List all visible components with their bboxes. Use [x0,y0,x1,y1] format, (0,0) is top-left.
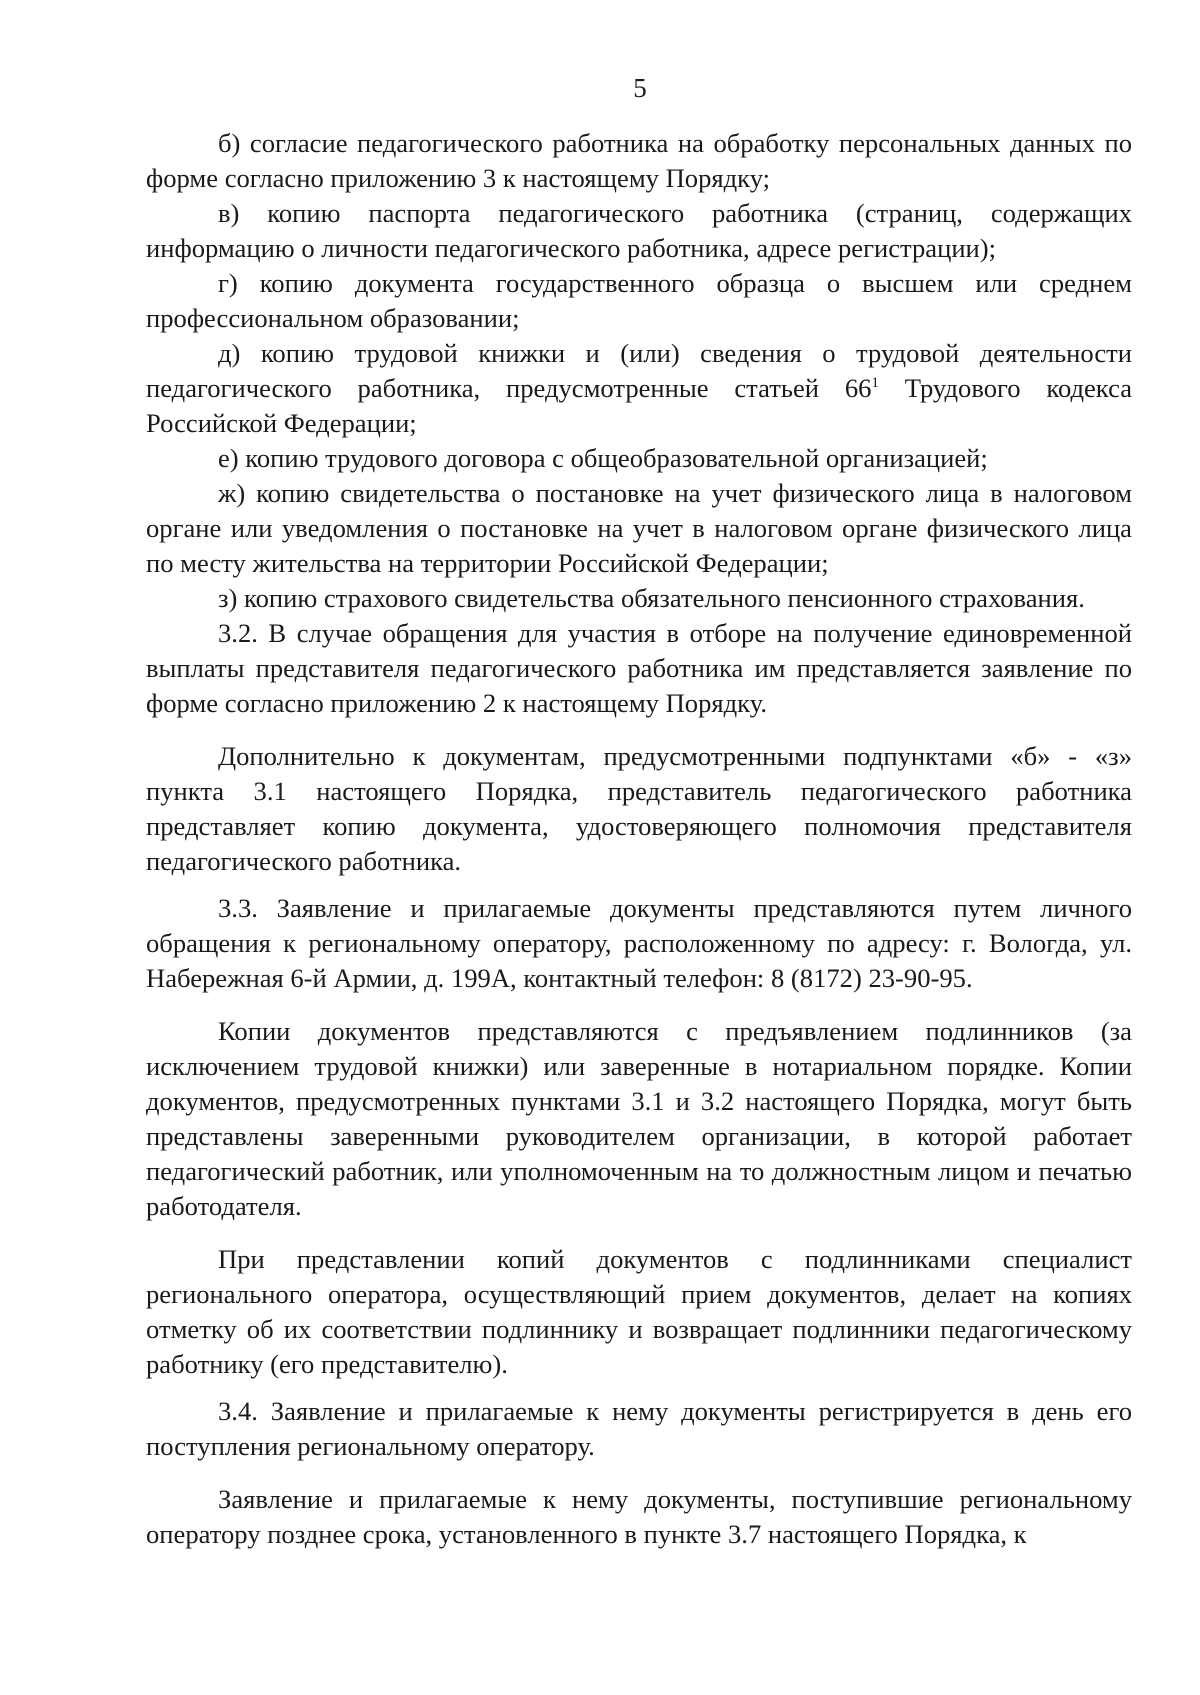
item-b: б) согласие педагогического работника на обработку персональных данных по форме согласно приложению 3 к настоящему Порядку; [146,128,1132,193]
item-d-superscript: 1 [871,375,879,392]
paragraph-3-4-late: Заявление и прилагаемые к нему документы, поступившие региональному оператору позднее срока, установленного в пункте 3.7 настоящего Порядка, к [146,1484,1132,1549]
item-z: з) копию страхового свидетельства обязательного пенсионного страхования. [218,583,1085,613]
item-e: е) копию трудового договора с общеобразовательной организацией; [218,443,988,473]
paragraph-3-2: 3.2. В случае обращения для участия в отборе на получение единовременной выплаты представителя педагогического работника им представляется заявление по форме согласно приложению 2 к настоящему Порядку. [146,618,1132,718]
paragraph-3-4: 3.4. Заявление и прилагаемые к нему документы регистрируется в день его поступления региональному оператору. [146,1396,1132,1461]
item-g: г) копию документа государственного образца о высшем или среднем профессиональном образовании; [146,268,1132,333]
paragraph-3-3: 3.3. Заявление и прилагаемые документы представляются путем личного обращения к региональному оператору, расположенному по адресу: г. Вологда, ул. Набережная 6-й Армии, д. 199А, контактный телефон: 8 (8172) 23-90-95. [146,893,1132,993]
item-d [146,336,1132,441]
paragraph-3-3-copies: Копии документов представляются с предъявлением подлинников (за исключением трудовой книжки) или заверенные в нотариальном порядке. Копии документов, предусмотренных пунктами 3.1 и 3.2 настоящего Порядка, могут быть представлены заверенными руководителем организации, в которой работает педагогический работник, или уполномоченным на то должностным лицом и печатью работодателя. [146,1016,1132,1221]
item-d-text-end: Трудового кодекса Российской Федерации; [146,373,1132,438]
paragraph-3-2-additional: Дополнительно к документам, предусмотренными подпунктами «б» - «з» пункта 3.1 настоящего Порядка, представитель педагогического работника представляет копию документа, удостоверяющего полномочия представителя педагогического работника. [146,741,1132,876]
document-body [146,126,1132,1552]
item-d-text: д) копию трудовой книжки и (или) сведения о трудовой деятельности педагогического работника, предусмотренные статьей 66 [146,338,1132,403]
item-zh: ж) копию свидетельства о постановке на учет физического лица в налоговом органе или уведомления о постановке на учет в налоговом органе физического лица по месту жительства на территории Российской Федерации; [146,478,1132,578]
page-number: 5 [633,73,647,103]
item-v: в) копию паспорта педагогического работника (страниц, содержащих информацию о личности педагогического работника, адресе регистрации); [146,198,1132,263]
paragraph-3-3-originals: При представлении копий документов с подлинниками специалист регионального оператора, осуществляющий прием документов, делает на копиях отметку об их соответствии подлиннику и возвращает подлинники педагогическому работнику (его представителю). [146,1244,1132,1379]
